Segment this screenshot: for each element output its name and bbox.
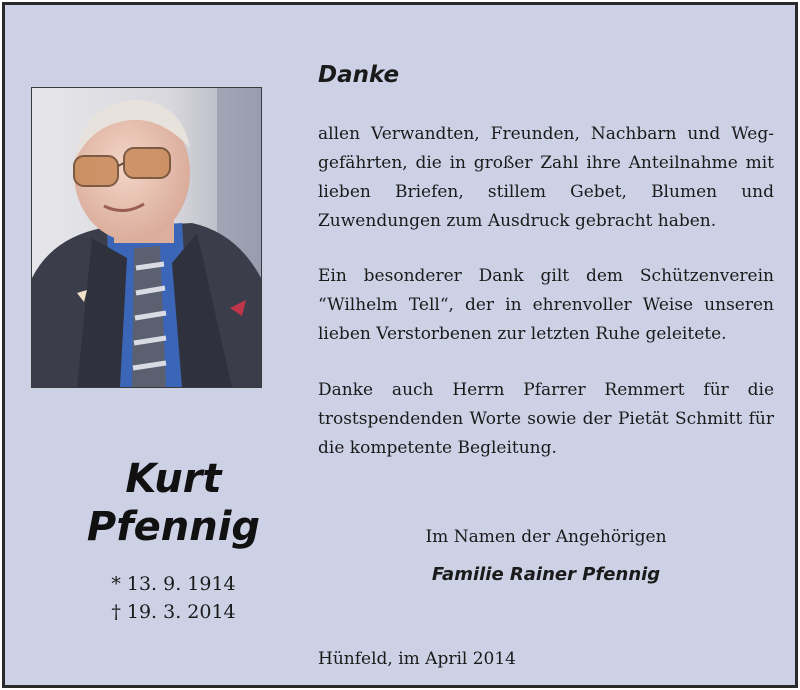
death-date: † 19. 3. 2014	[111, 601, 236, 623]
thanks-paragraph-2	[318, 262, 774, 349]
deceased-first-name: Kurt	[125, 456, 222, 502]
on-behalf-line: Im Namen der Angehörigen	[425, 527, 667, 547]
notice-heading: Danke	[318, 62, 400, 88]
portrait-photo	[31, 87, 262, 388]
paragraph-line: Ein besonderer Dank gilt dem Schützenverein	[318, 266, 774, 286]
paragraph-line: gefährten, die in großer Zahl ihre Anteilnahme mit	[318, 153, 774, 173]
portrait-image	[32, 88, 261, 387]
family-signature: Familie Rainer Pfennig	[431, 564, 661, 585]
thanks-paragraph-3	[318, 376, 774, 463]
paragraph-line: die kompetente Begleitung.	[318, 438, 557, 458]
paragraph-line: trostspendenden Worte sowie der Pietät Schmitt für	[318, 409, 774, 429]
paragraph-line: Zuwendungen zum Ausdruck gebracht haben.	[318, 211, 717, 231]
thanks-paragraph-1	[318, 120, 774, 236]
place-date: Hünfeld, im April 2014	[318, 649, 516, 669]
paragraph-line: lieben Briefen, stillem Gebet, Blumen und	[318, 182, 774, 202]
birth-date: * 13. 9. 1914	[111, 573, 236, 595]
paragraph-line: allen Verwandten, Freunden, Nachbarn und Weg-	[318, 124, 774, 144]
obituary-card	[2, 2, 798, 688]
deceased-last-name: Pfennig	[86, 504, 261, 550]
paragraph-line: lieben Verstorbenen zur letzten Ruhe geleitete.	[318, 324, 727, 344]
paragraph-line: Danke auch Herrn Pfarrer Remmert für die	[318, 380, 774, 400]
paragraph-line: “Wilhelm Tell“, der in ehrenvoller Weise unseren	[318, 295, 774, 315]
